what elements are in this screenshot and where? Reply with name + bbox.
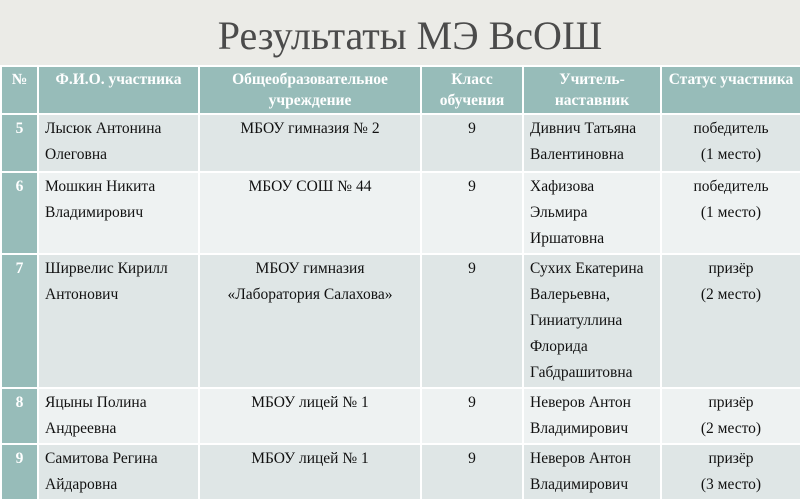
header-name: Ф.И.О. участника [38,66,199,114]
participant-name-cell: Яцыны Полина Андреевна [38,388,199,444]
table-row [1,114,800,172]
school-cell: МБОУ лицей № 1 [199,388,421,444]
table-row [1,388,800,444]
status-cell: победитель (1 место) [661,114,800,172]
header-number: № [1,66,38,114]
teacher-cell: Дивнич Татьяна Валентиновна [523,114,661,172]
grade-cell: 9 [421,388,523,444]
row-number-cell: 8 [1,388,38,444]
header-school: Общеобразовательное учреждение [199,66,421,114]
school-cell: МБОУ гимназия № 2 [199,114,421,172]
table-header-row [1,66,800,114]
table-row [1,444,800,500]
participant-name-cell: Мошкин Никита Владимирович [38,172,199,254]
status-cell: призёр (3 место) [661,444,800,500]
row-number-cell: 9 [1,444,38,500]
results-table [0,65,800,501]
header-grade: Класс обучения [421,66,523,114]
teacher-cell: Хафизова Эльмира Иршатовна [523,172,661,254]
participant-name-cell: Лысюк Антонина Олеговна [38,114,199,172]
school-cell: МБОУ гимназия «Лаборатория Салахова» [199,254,421,388]
grade-cell: 9 [421,254,523,388]
row-number-cell: 6 [1,172,38,254]
status-cell: призёр (2 место) [661,388,800,444]
slide-title: Результаты МЭ ВсОШ [217,13,603,58]
header-status: Статус участника [661,66,800,114]
teacher-cell: Неверов Антон Владимирович [523,444,661,500]
status-cell: призёр (2 место) [661,254,800,388]
teacher-cell: Сухих Екатерина Валерьевна, Гиниатуллина Флорида Габдрашитовна [523,254,661,388]
row-number-cell: 5 [1,114,38,172]
grade-cell: 9 [421,172,523,254]
header-teacher: Учитель-наставник [523,66,661,114]
teacher-cell: Неверов Антон Владимирович [523,388,661,444]
participant-name-cell: Самитова Регина Айдаровна [38,444,199,500]
table-row [1,172,800,254]
participant-name-cell: Ширвелис Кирилл Антонович [38,254,199,388]
grade-cell: 9 [421,444,523,500]
row-number-cell: 7 [1,254,38,388]
school-cell: МБОУ СОШ № 44 [199,172,421,254]
status-cell: победитель (1 место) [661,172,800,254]
grade-cell: 9 [421,114,523,172]
table-row [1,254,800,388]
school-cell: МБОУ лицей № 1 [199,444,421,500]
